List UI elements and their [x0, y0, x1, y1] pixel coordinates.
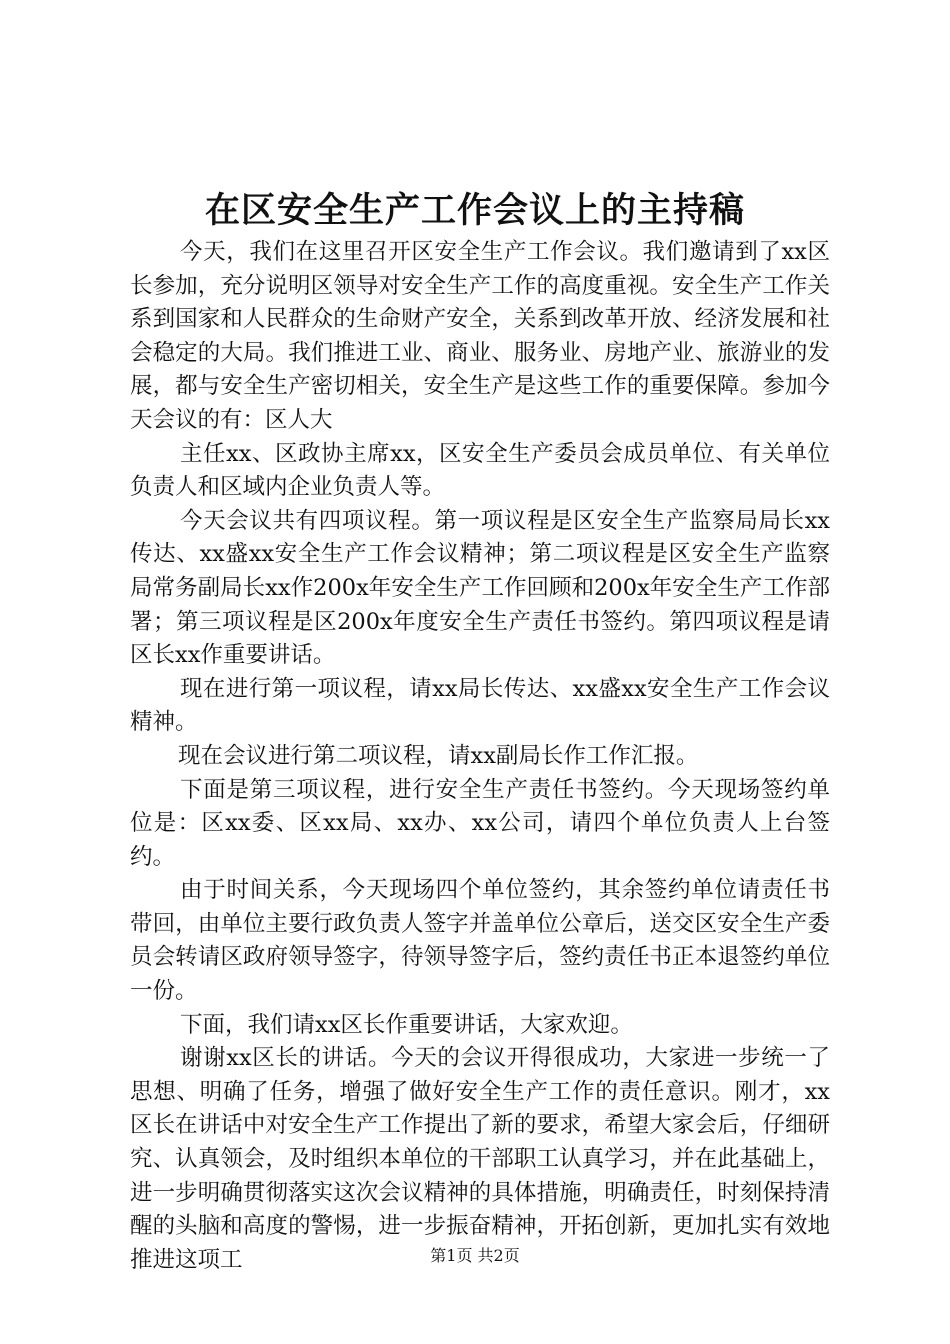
paragraph-attendees: 主任xx、区政协主席xx，区安全生产委员会成员单位、有关单位负责人和区域内企业负责人等。 — [130, 440, 830, 501]
paragraph-agenda: 今天会议共有四项议程。第一项议程是区安全生产监察局局长xx传达、xx盛xx安全生产工作会议精神；第二项议程是区安全生产监察局常务副局长xx作200x年安全生产工作回顾和200x年安全生产工作部署；第三项议程是区200x年度安全生产责任书签约。第四项议程是请区长xx作重要讲话。 — [130, 507, 830, 669]
paragraph-signing: 由于时间关系，今天现场四个单位签约，其余签约单位请责任书带回，由单位主要行政负责人签字并盖单位公章后，送交区安全生产委员会转请区政府领导签字，待领导签字后，签约责任书正本退签约单位一份。 — [130, 877, 830, 1005]
paragraph-second-item: 现在会议进行第二项议程，请xx副局长作工作汇报。 — [178, 742, 699, 769]
page-number-footer: 第1页 共2页 — [430, 1246, 520, 1265]
paragraph-closing: 谢谢xx区长的讲话。今天的会议开得很成功，大家进一步统一了思想、明确了任务，增强了做好安全生产工作的责任意识。刚才，xx区长在讲话中对安全生产工作提出了新的要求，希望大家会后，仔细研究、认真领会，及时组织本单位的干部职工认真学习，并在此基础上，进一步明确贯彻落实这次会议精神的具体措施，明确责任，时刻保持清醒的头脑和高度的警惕，进一步振奋精神，开拓创新，更加扎实有效地推进这项工 — [130, 1045, 830, 1273]
document-title: 在区安全生产工作会议上的主持稿 — [204, 190, 745, 231]
paragraph-speech: 下面，我们请xx区长作重要讲话，大家欢迎。 — [180, 1011, 633, 1038]
paragraph-opening: 今天，我们在这里召开区安全生产工作会议。我们邀请到了xx区长参加，充分说明区领导对安全生产工作的高度重视。安全生产工作关系到国家和人民群众的生命财产安全，关系到改革开放、经济发展和社会稳定的大局。我们推进工业、商业、服务业、房地产业、旅游业的发展，都与安全生产密切相关，安全生产是这些工作的重要保障。参加今天会议的有：区人大 — [130, 239, 830, 433]
document-body — [130, 236, 830, 1277]
paragraph-third-item: 下面是第三项议程，进行安全生产责任书签约。今天现场签约单位是：区xx委、区xx局、xx办、xx公司，请四个单位负责人上台签约。 — [130, 776, 830, 870]
paragraph-first-item: 现在进行第一项议程，请xx局长传达、xx盛xx安全生产工作会议精神。 — [130, 675, 830, 736]
